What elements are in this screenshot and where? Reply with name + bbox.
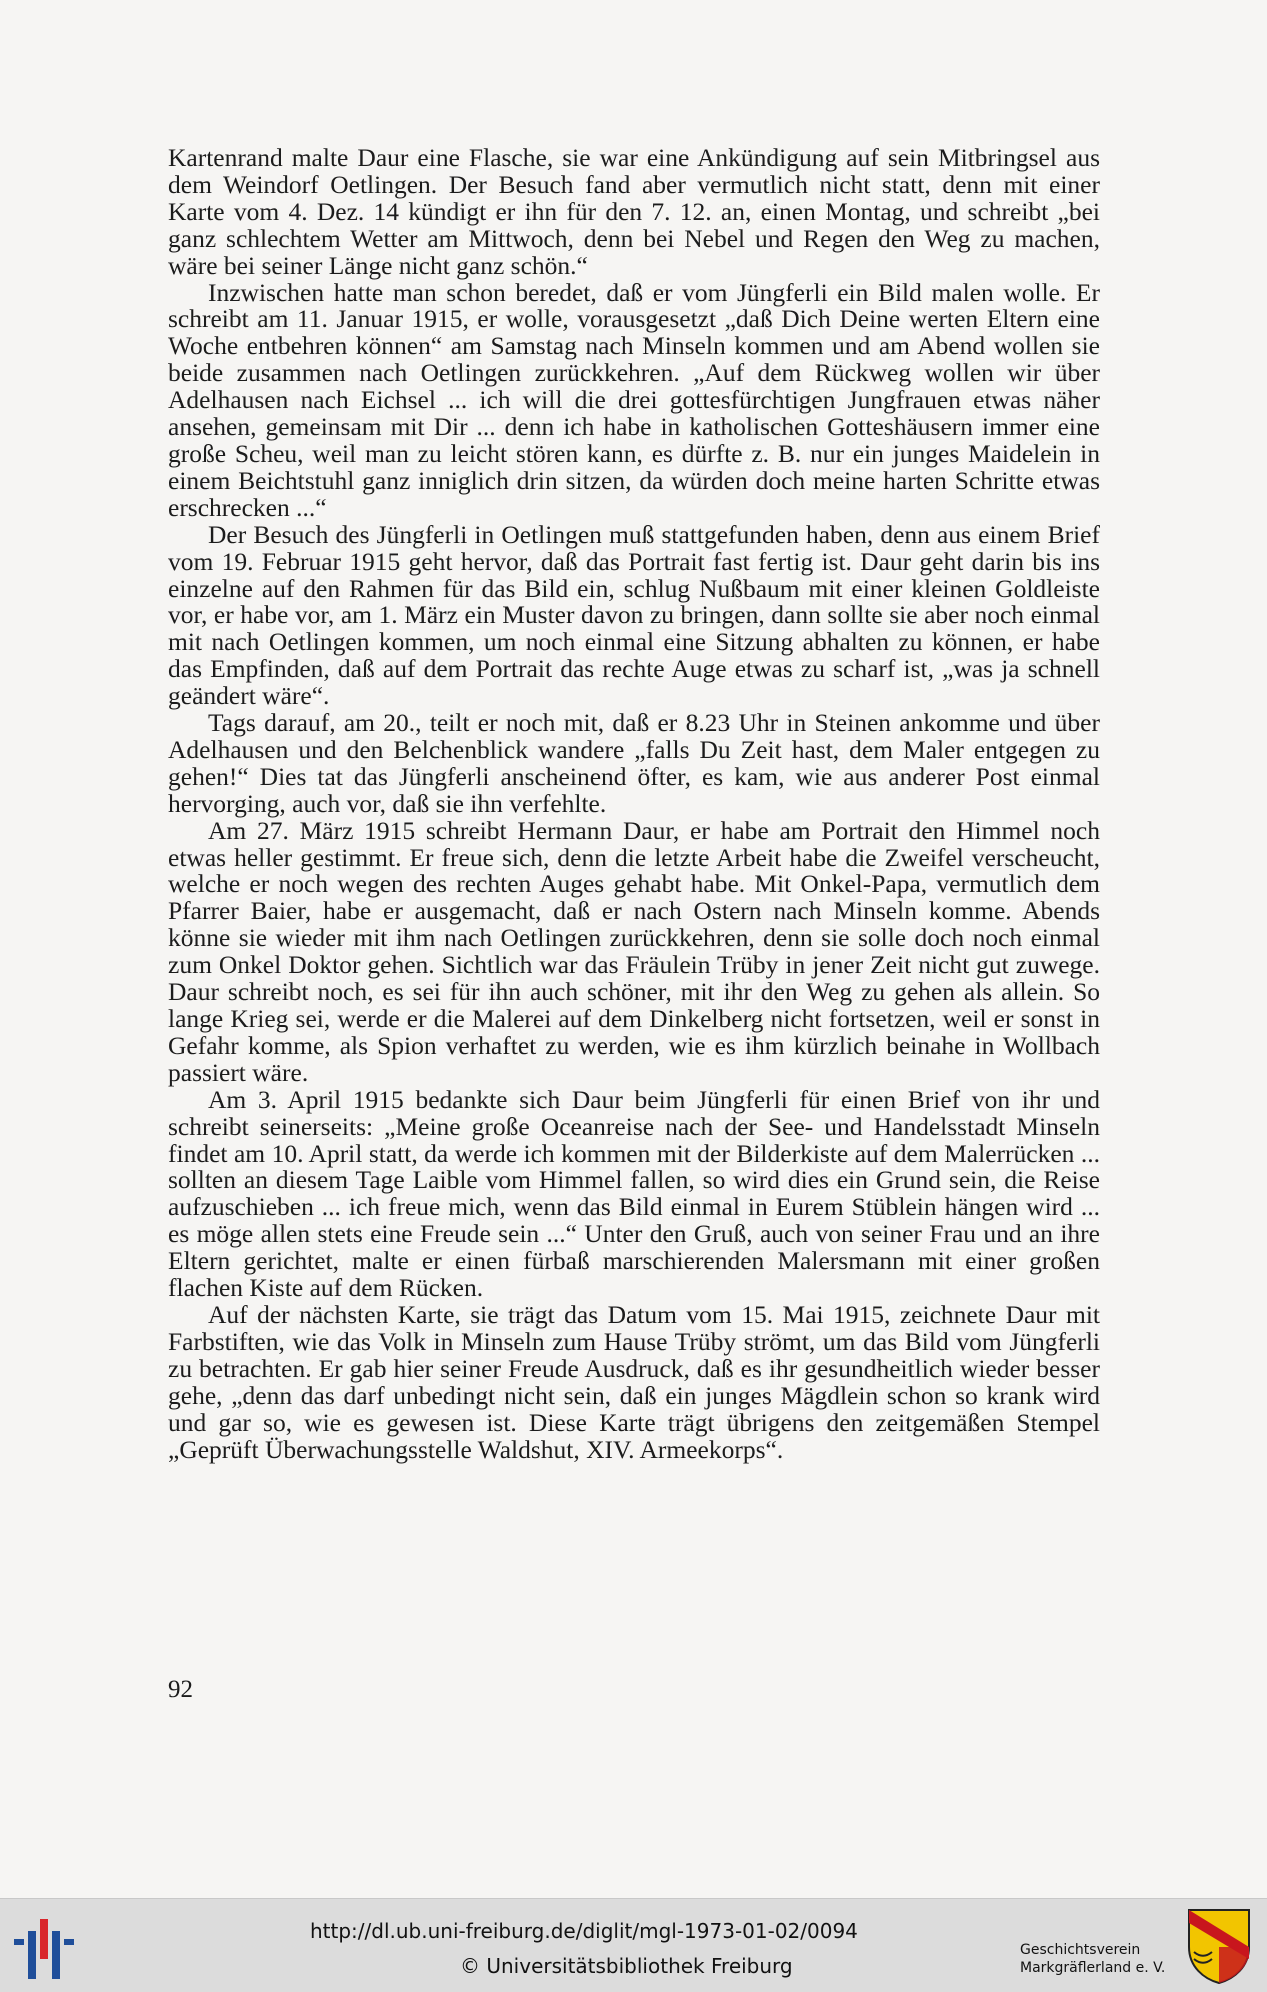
paragraph-6: Am 3. April 1915 bedankte sich Daur beim Jüngferli für einen Brief von ihr und schreibt seinerseits: „Meine große Oceanreise nach der See- und Handelsstadt Minseln findet am 10. April statt, da werde ich kommen mit der Bilderkiste auf dem Malerrücken ... sollten an diesem Tage Laible vom Himmel fallen, so wird dies ein Grund sein, die Reise aufzuschieben ... ich freue mich, wenn das Bild einmal in Eurem Stüblein hängen wird ... es möge allen stets eine Freude sein ...“ Unter den Gruß, auch von seiner Frau und an ihre Eltern gerichtet, malte er einen fürbaß marschierenden Malersmann mit einer großen flachen Kiste auf dem Rücken. — [168, 1084, 1100, 1303]
coat-of-arms-icon[interactable] — [1186, 1907, 1252, 1985]
paragraph-3: Der Besuch des Jüngferli in Oetlingen muß stattgefunden haben, denn aus einem Brief vom 19. Februar 1915 geht hervor, daß das Portrait fast fertig ist. Daur geht darin bis ins einzelne auf den Rahmen für das Bild ein, schlug Nußbaum mit einer kleinen Goldleiste vor, er habe vor, am 1. März ein Muster davon zu bringen, dann sollte sie aber noch einmal mit nach Oetlingen kommen, um noch einmal eine Sitzung abhalten zu können, er habe das Empfinden, daß auf dem Portrait das rechte Auge etwas zu scharf ist, „was ja schnell geändert wäre“. — [168, 519, 1100, 711]
paragraph-7: Auf der nächsten Karte, sie trägt das Datum vom 15. Mai 1915, zeichnete Daur mit Farbstiften, wie das Volk in Minseln zum Hause Trüby strömt, um das Bild vom Jüngferli zu betrachten. Er gab hier seiner Freude Ausdruck, daß es ihr gesundheitlich wieder besser gehe, „denn das darf unbedingt nicht sein, daß ein junges Mägdlein schon so krank wird und gar so, wie es gewesen ist. Diese Karte trägt übrigens den zeitgemäßen Stempel „Geprüft Überwachungsstelle Waldshut, XIV. Armeekorps“. — [168, 1299, 1100, 1464]
copyright-notice: © Universitätsbibliothek Freiburg — [460, 1954, 793, 1978]
paragraph-5: Am 27. März 1915 schreibt Hermann Daur, er habe am Portrait den Himmel noch etwas heller gestimmt. Er freue sich, denn die letzte Arbeit habe die Zweifel verscheucht, welche er noch wegen des rechten Auges gehabt habe. Mit Onkel-Papa, vermutlich dem Pfarrer Baier, habe er ausgemacht, daß er nach Ostern nach Minseln komme. Abends könne sie wieder mit ihm nach Oetlingen zurückkehren, denn sie solle doch noch einmal zum Onkel Doktor gehen. Sichtlich war das Fräulein Trüby in jener Zeit nicht gut zuwege. Daur schreibt noch, es sei für ihn auch schöner, mit ihr den Weg zu gehen als allein. So lange Krieg sei, werde er die Malerei auf dem Dinkelberg nicht fortsetzen, weil er sonst in Gefahr komme, als Spion verhaftet zu werden, wie es ihm kürzlich beinahe in Wollbach passiert wäre. — [168, 815, 1100, 1087]
paragraph-4: Tags darauf, am 20., teilt er noch mit, daß er 8.23 Uhr in Steinen ankomme und über Adelhausen und den Belchenblick wandere „falls Du Zeit hast, dem Maler entgegen zu gehen!“ Dies tat das Jüngferli anscheinend öfter, es kam, wie aus anderer Post einmal hervorging, auch vor, daß sie ihn verfehlte. — [168, 708, 1100, 818]
paragraph-1: Kartenrand malte Daur eine Flasche, sie war eine Ankündigung auf sein Mitbringsel aus dem Weindorf Oetlingen. Der Besuch fand aber vermutlich nicht statt, denn mit einer Karte vom 4. Dez. 14 kündigt er ihn für den 7. 12. an, einen Montag, und schreibt „bei ganz schlechtem Wetter am Mittwoch, denn bei Nebel und Regen den Weg zu machen, wäre bei seiner Länge nicht ganz schön.“ — [168, 143, 1100, 280]
society-line-1: Geschichtsverein — [1020, 1942, 1141, 1958]
society-line-2: Markgräflerland e. V. — [1020, 1960, 1166, 1976]
body-text — [168, 145, 1100, 1463]
paragraph-2: Inzwischen hatte man schon beredet, daß er vom Jüngferli ein Bild malen wolle. Er schreibt am 11. Januar 1915, er wolle, vorausgesetzt „daß Dich Deine werten Eltern eine Woche entbehren können“ am Samstag nach Minseln kommen und am Abend wollen sie beide zusammen nach Oetlingen zurückkehren. „Auf dem Rückweg wollen wir über Adelhausen nach Eichsel ... ich will die drei gottesfürchtigen Jungfrauen etwas näher ansehen, gemeinsam mit Dir ... denn ich habe in katholischen Gotteshäusern immer eine große Scheu, weil man zu leicht stören kann, es dürfte z. B. nur ein junges Maidelein in einem Beichtstuhl ganz inniglich drin sitzen, da würden doch meine harten Schritte etwas erschrecken ...“ — [168, 277, 1100, 522]
society-name — [1020, 1941, 1165, 1977]
university-library-logo-icon[interactable] — [8, 1909, 82, 1983]
page-number: 92 — [168, 1676, 193, 1703]
footer-bar — [0, 1898, 1267, 1992]
permalink-url[interactable]: http://dl.ub.uni-freiburg.de/diglit/mgl-1973-01-02/0094 — [310, 1919, 858, 1943]
